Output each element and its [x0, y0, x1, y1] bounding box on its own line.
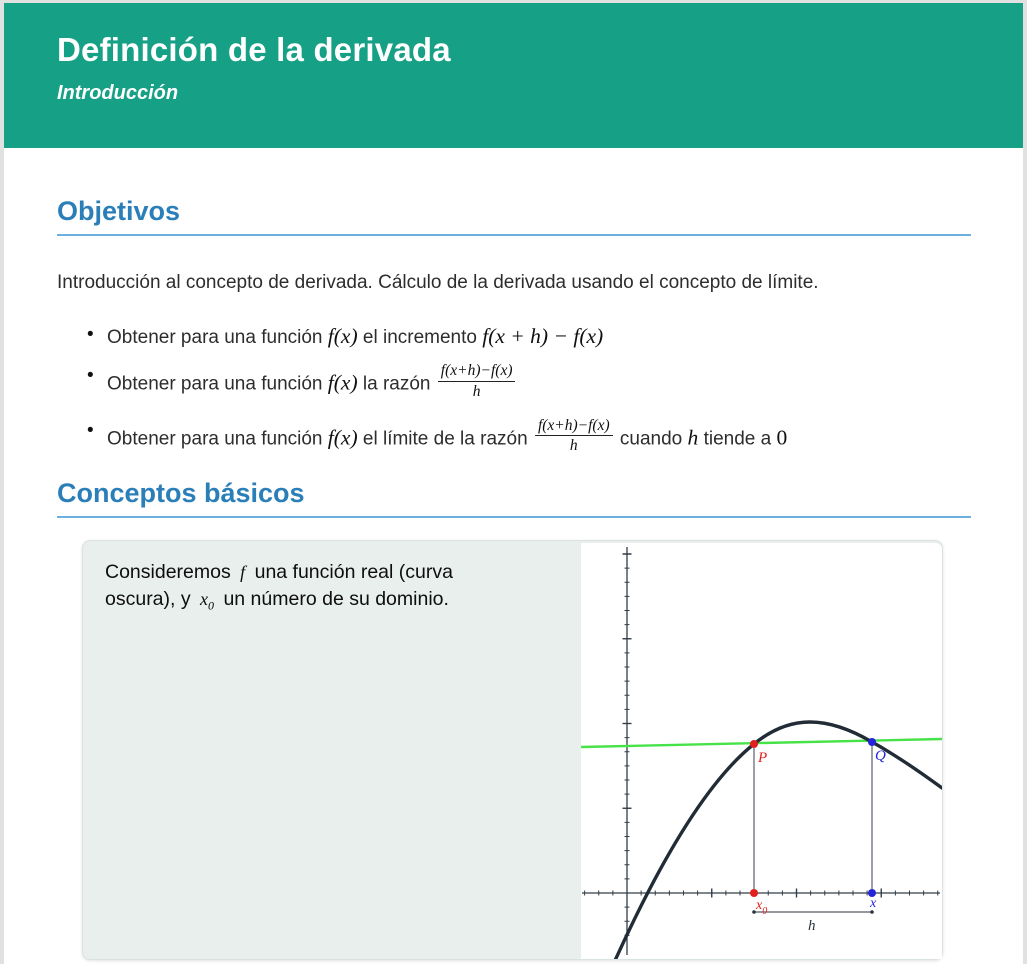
- card-text-part: un número de su dominio.: [223, 588, 449, 611]
- section-conceptos: [57, 478, 971, 960]
- math-f: f: [240, 562, 246, 583]
- concept-card: [82, 540, 943, 960]
- lesson-header: [4, 3, 1023, 148]
- function-curve: [605, 722, 942, 959]
- bullet-text: Obtener para una función: [107, 373, 323, 395]
- list-item: [107, 362, 971, 404]
- list-item: [107, 416, 971, 459]
- math-x0: $x_0$: [200, 589, 215, 613]
- label-x: x: [870, 896, 877, 912]
- page-subtitle: Introducción: [57, 82, 179, 104]
- graph-svg: [581, 543, 942, 959]
- point-x0[interactable]: [750, 889, 758, 897]
- fraction-numerator: f(x+h)−f(x): [535, 417, 613, 437]
- math-fx: f(x): [327, 370, 358, 395]
- card-text-part: oscura), y: [105, 588, 191, 611]
- bullet-text: el límite de la razón: [362, 427, 528, 449]
- heading-rule: [57, 234, 971, 236]
- heading-objetivos: Objetivos: [57, 196, 181, 226]
- card-text-part: una función real (curva: [254, 561, 453, 584]
- math-fx: f(x): [327, 424, 358, 449]
- math-fraction: [438, 362, 516, 401]
- card-text: [105, 559, 575, 620]
- page-title: Definición de la derivada: [57, 31, 451, 68]
- math-fx: f(x): [327, 324, 358, 348]
- card-text-part: Consideremos: [105, 561, 231, 584]
- math-fraction: [535, 417, 613, 456]
- point-P[interactable]: [750, 740, 758, 748]
- fraction-denominator: h: [569, 437, 578, 455]
- lesson-page: [4, 3, 1023, 964]
- label-x0: $x_0$: [756, 898, 768, 918]
- bullet-text: cuando: [619, 427, 683, 449]
- heading-conceptos: Conceptos básicos: [57, 478, 305, 509]
- section-objetivos: [57, 196, 971, 458]
- lesson-content: [4, 196, 1023, 960]
- math-h: h: [687, 424, 699, 449]
- math-zero: 0: [776, 424, 788, 449]
- fraction-denominator: h: [472, 382, 481, 400]
- intro-paragraph: Introducción al concepto de derivada. Cálculo de la derivada usando el concepto de límite.: [57, 272, 819, 293]
- label-point-Q: Q: [875, 748, 886, 765]
- list-item: [107, 324, 971, 349]
- bullet-text: el incremento: [362, 327, 477, 348]
- derivative-graph-applet[interactable]: [581, 543, 942, 959]
- bullet-text: tiende a: [703, 427, 772, 449]
- fraction-numerator: f(x+h)−f(x): [438, 362, 516, 382]
- bullet-text: la razón: [362, 373, 431, 395]
- point-Q[interactable]: [868, 738, 876, 746]
- label-point-P: P: [758, 750, 768, 767]
- math-increment: f(x + h) − f(x): [482, 324, 604, 348]
- label-h: h: [808, 918, 816, 935]
- heading-rule: [57, 516, 971, 518]
- bullet-text: Obtener para una función: [107, 427, 323, 449]
- objectives-list: [57, 324, 971, 458]
- bullet-text: Obtener para una función: [107, 327, 323, 348]
